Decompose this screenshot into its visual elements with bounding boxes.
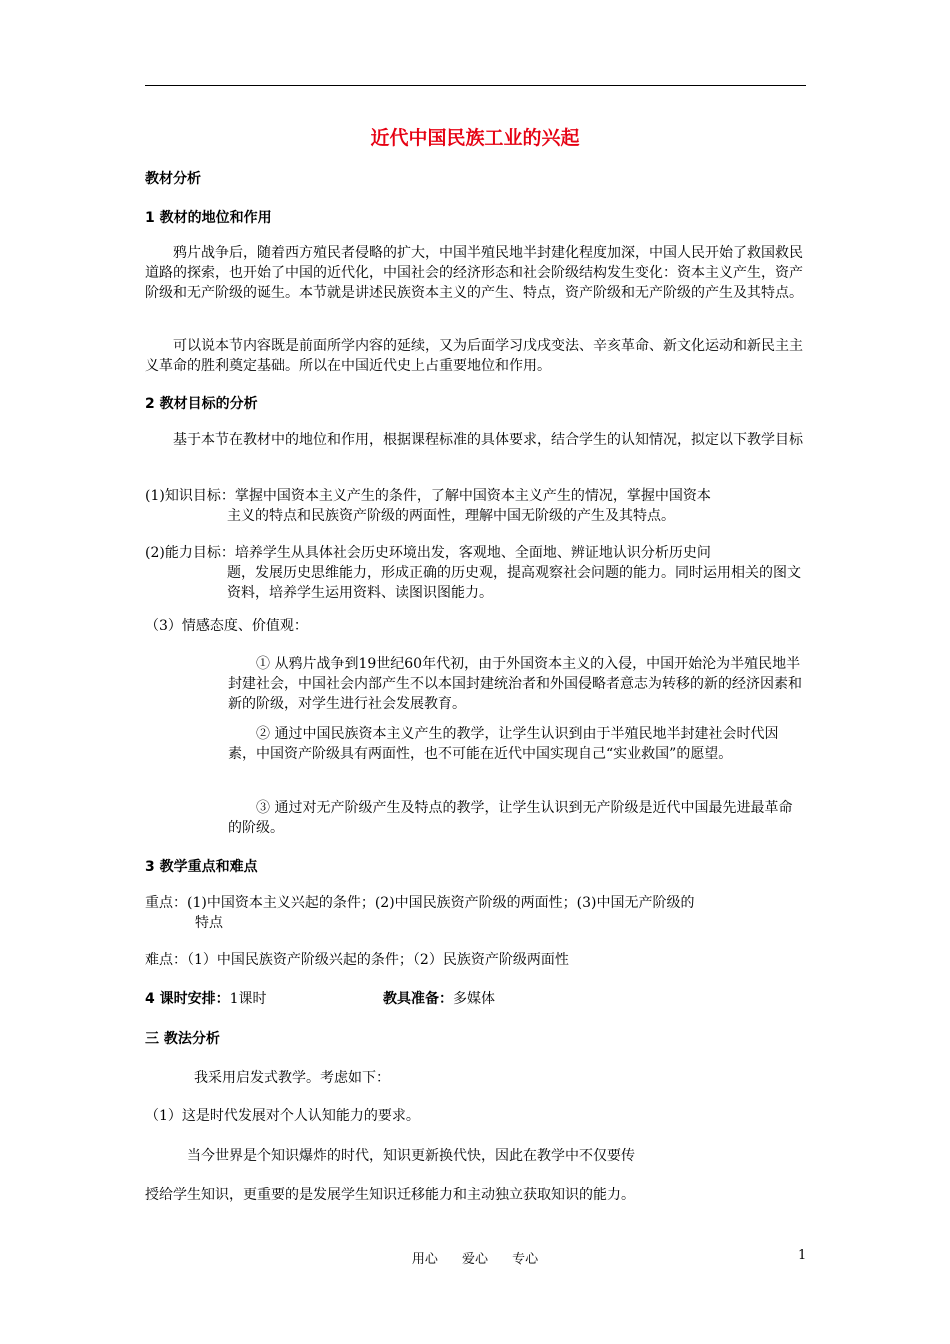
goal-emotion-label: （3）情感态度、价值观： [145, 618, 308, 634]
footer-word-1: 用心 [411, 1252, 438, 1267]
goal-ability-text-cont: 题，发展历史思维能力，形成正确的历史观，提高观察社会问题的能力。同时运用相关的图文资料，培养学生运用资料、读图识图能力。 [227, 565, 801, 601]
class-hours [145, 989, 267, 1009]
goal-ability-label: (2)能力目标： [145, 545, 235, 561]
paragraph-status: 鸦片战争后，随着西方殖民者侵略的扩大，中国半殖民地半封建化程度加深，中国人民开始了救国救民道路的探索，也开始了中国的近代化，中国社会的经济形态和社会阶级结构发生变化：资本主义产生，资产阶级和无产阶级的诞生。本节就是讲述民族资本主义的产生、特点，资产阶级和无产阶级的产生及其特点。 [145, 245, 803, 301]
paragraph-goals-intro: 基于本节在教材中的地位和作用，根据课程标准的具体要求，结合学生的认知情况，拟定以下教学目标 [173, 432, 803, 448]
key-points-label: 重点： [145, 895, 187, 911]
teaching-aids-value: 多媒体 [453, 991, 495, 1007]
header-rule [145, 85, 806, 86]
key-points [145, 893, 806, 933]
goal-ability-text: 培养学生从具体社会历史环境出发，客观地、全面地、辨证地认识分析历史问 [234, 545, 711, 561]
key-points-text-cont: 特点 [195, 915, 223, 931]
goal-knowledge-label: (1)知识目标： [145, 488, 235, 504]
paragraph-continuation: 可以说本节内容既是前面所学内容的延续，又为后面学习戊戌变法、辛亥革命、新文化运动和新民主主义革命的胜利奠定基础。所以在中国近代史上占重要地位和作用。 [145, 338, 803, 374]
method-paragraph-line-2: 授给学生知识，更重要的是发展学生知识迁移能力和主动独立获取知识的能力。 [145, 1187, 635, 1203]
goal-knowledge-text-cont: 主义的特点和民族资产阶级的两面性，理解中国无阶级的产生及其特点。 [227, 508, 675, 524]
emotion-item-2: ② 通过中国民族资本主义产生的教学，让学生认识到由于半殖民地半封建社会时代因素，中国资产阶级具有两面性，也不可能在近代中国实现自己“实业救国”的愿望。 [228, 726, 779, 762]
footer-word-3: 专心 [512, 1252, 539, 1267]
key-points-text: (1)中国资本主义兴起的条件；(2)中国民族资产阶级的两面性；(3)中国无产阶级的 [187, 895, 695, 911]
method-paragraph-line-1: 当今世界是个知识爆炸的时代，知识更新换代快，因此在教学中不仅要传 [187, 1148, 635, 1164]
method-reason-1: （1）这是时代发展对个人认知能力的要求。 [145, 1108, 420, 1124]
teaching-aids [383, 989, 495, 1009]
page-number: 1 [798, 1248, 807, 1263]
goal-ability [145, 543, 806, 603]
emotion-item-3: ③ 通过对无产阶级产生及特点的教学，让学生认识到无产阶级是近代中国最先进最革命的阶级。 [228, 800, 793, 836]
goal-knowledge-text: 掌握中国资本主义产生的条件，了解中国资本主义产生的情况，掌握中国资本 [234, 488, 711, 504]
footer-word-2: 爱心 [461, 1252, 488, 1267]
goal-knowledge [145, 486, 806, 526]
page-title: 近代中国民族工业的兴起 [370, 127, 580, 149]
teaching-aids-label: 教具准备： [383, 991, 453, 1007]
heading-status-role: 1 教材的地位和作用 [145, 210, 272, 226]
class-hours-value: 1课时 [229, 991, 267, 1007]
heading-goals: 2 教材目标的分析 [145, 396, 258, 412]
heading-key-points: 3 教学重点和难点 [145, 859, 258, 875]
method-intro: 我采用启发式教学。考虑如下： [194, 1070, 390, 1086]
class-hours-label: 4 课时安排： [145, 991, 230, 1007]
heading-method-analysis: 三 教法分析 [145, 1031, 220, 1047]
emotion-item-1: ① 从鸦片战争到19世纪60年代初，由于外国资本主义的入侵，中国开始沦为半殖民地半封建社会，中国社会内部产生不以本国封建统治者和外国侵略者意志为转移的新的经济因素和新的阶级，对学生进行社会发展教育。 [228, 656, 802, 712]
section-heading-textbook-analysis: 教材分析 [145, 171, 201, 187]
page-footer [0, 1248, 950, 1267]
difficulties: 难点：（1）中国民族资产阶级兴起的条件；（2）民族资产阶级两面性 [145, 952, 569, 968]
